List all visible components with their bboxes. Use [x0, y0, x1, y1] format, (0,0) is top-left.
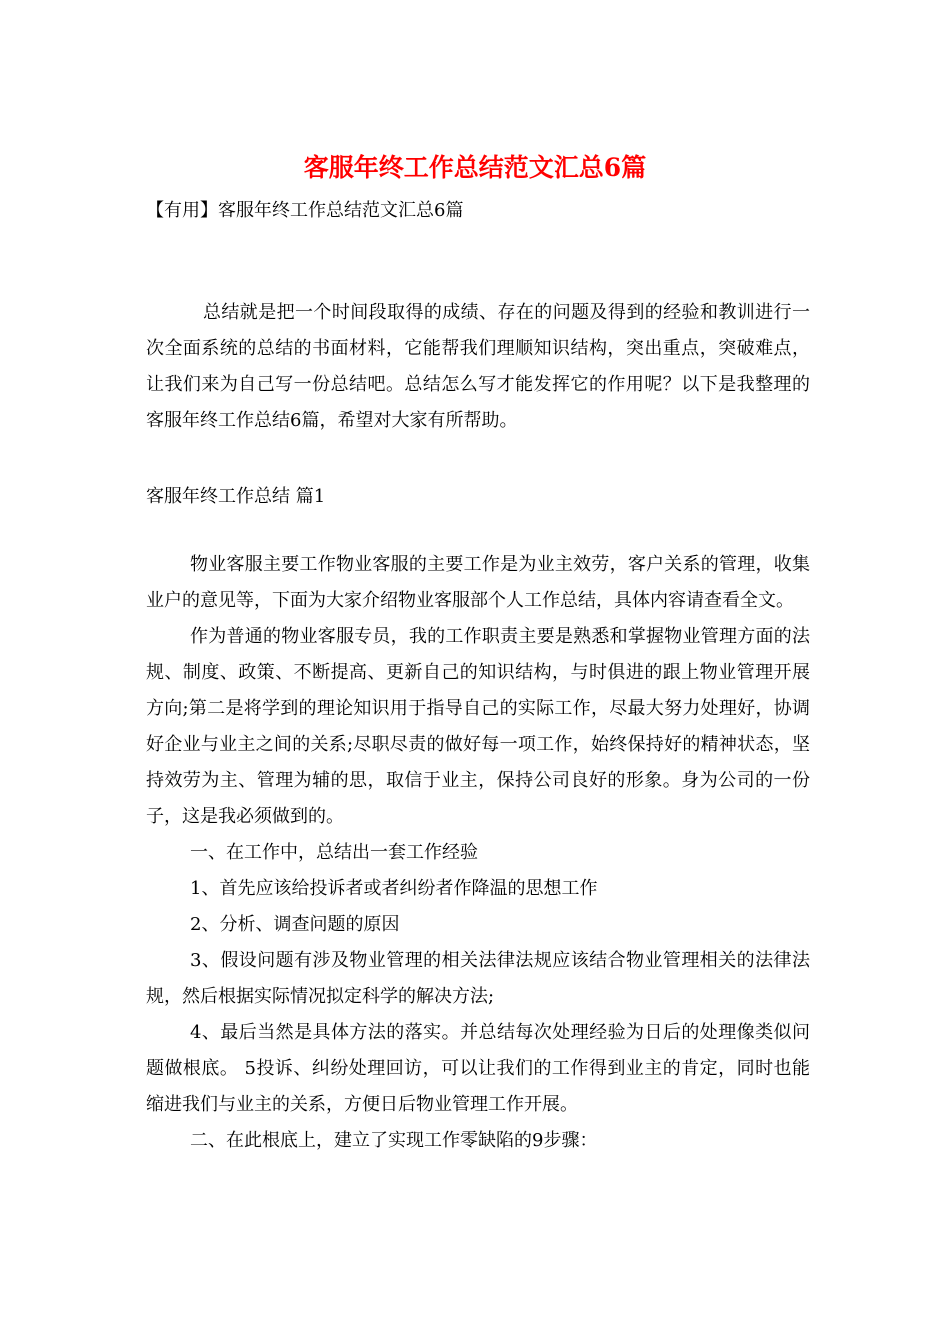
body-paragraph: 物业客服主要工作物业客服的主要工作是为业主效劳，客户关系的管理，收集业户的意见等，下面为大家介绍物业客服部个人工作总结，具体内容请查看全文。 — [146, 554, 810, 611]
list-heading: 二、在此根底上，建立了实现工作零缺陷的9步骤： — [190, 1130, 598, 1151]
list-item: 3、假设问题有涉及物业管理的相关法律法规应该结合物业管理相关的法律法规，然后根据实际情况拟定科学的解决方法; — [146, 950, 810, 1007]
section-heading: 客服年终工作总结 篇1 — [146, 486, 326, 507]
list-heading: 一、在工作中，总结出一套工作经验 — [190, 842, 478, 863]
document-title: 客服年终工作总结范文汇总6篇 — [303, 153, 647, 182]
section-body — [146, 547, 810, 1159]
document-subtitle: 【有用】客服年终工作总结范文汇总6篇 — [146, 200, 464, 221]
list-item: 2、分析、调查问题的原因 — [190, 914, 400, 935]
intro-paragraph: 总结就是把一个时间段取得的成绩、存在的问题及得到的经验和教训进行一次全面系统的总结的书面材料，它能帮我们理顺知识结构，突出重点，突破难点，让我们来为自己写一份总结吧。总结怎么写才能发挥它的作用呢？以下是我整理的客服年终工作总结6篇，希望对大家有所帮助。 — [146, 302, 810, 431]
body-paragraph: 作为普通的物业客服专员，我的工作职责主要是熟悉和掌握物业管理方面的法规、制度、政策、不断提高、更新自己的知识结构，与时俱进的跟上物业管理开展方向;第二是将学到的理论知识用于指导自己的实际工作，尽最大努力处理好，协调好企业与业主之间的关系;尽职尽责的做好每一项工作，始终保持好的精神状态，坚持效劳为主、管理为辅的思，取信于业主，保持公司良好的形象。身为公司的一份子，这是我必须做到的。 — [146, 626, 810, 827]
list-item: 4、最后当然是具体方法的落实。并总结每次处理经验为日后的处理像类似问题做根底。 5投诉、纠纷处理回访，可以让我们的工作得到业主的肯定，同时也能缩进我们与业主的关系，方便日后物业管理工作开展。 — [146, 1022, 810, 1115]
intro-block — [146, 295, 810, 439]
list-item: 1、首先应该给投诉者或者纠纷者作降温的思想工作 — [190, 878, 598, 899]
